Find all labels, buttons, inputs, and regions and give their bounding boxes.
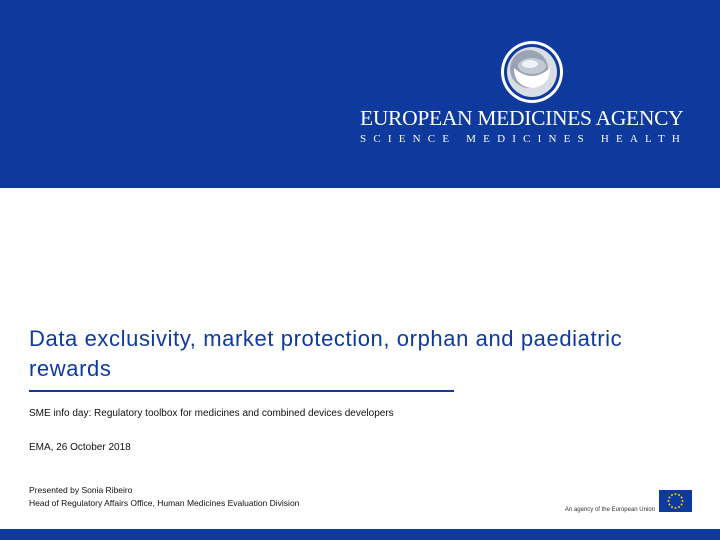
eu-flag-star [675,507,677,509]
eu-flag-star [682,500,684,502]
eu-flag-star [668,504,670,506]
eu-flag-star [668,500,670,502]
header-band [0,0,720,188]
slide-title: Data exclusivity, market protection, orphan and paediatric rewards [29,326,623,381]
eu-flag-star [675,493,677,495]
agency-name: EUROPEAN MEDICINES AGENCY [360,106,684,130]
eu-flag-star [671,494,673,496]
slide-subtitle: SME info day: Regulatory toolbox for medicines and combined devices developers [29,408,394,419]
ema-logo-icon [500,40,564,104]
eu-flag-star [681,504,683,506]
presenter-role: Head of Regulatory Affairs Office, Human Medicines Evaluation Division [29,498,300,508]
eu-flag-star [671,506,673,508]
eu-flag-star [681,497,683,499]
eu-flag-star [678,506,680,508]
eu-flag-icon [659,490,692,512]
presenter-name: Presented by Sonia Ribeiro [29,485,133,495]
eu-flag-star [668,497,670,499]
title-divider [29,390,454,392]
event-date: EMA, 26 October 2018 [29,442,131,453]
eu-agency-tagline: An agency of the European Union [564,507,655,513]
eu-flag-star [678,494,680,496]
agency-motto: SCIENCE MEDICINES HEALTH [360,133,688,145]
footer-band [0,529,720,540]
